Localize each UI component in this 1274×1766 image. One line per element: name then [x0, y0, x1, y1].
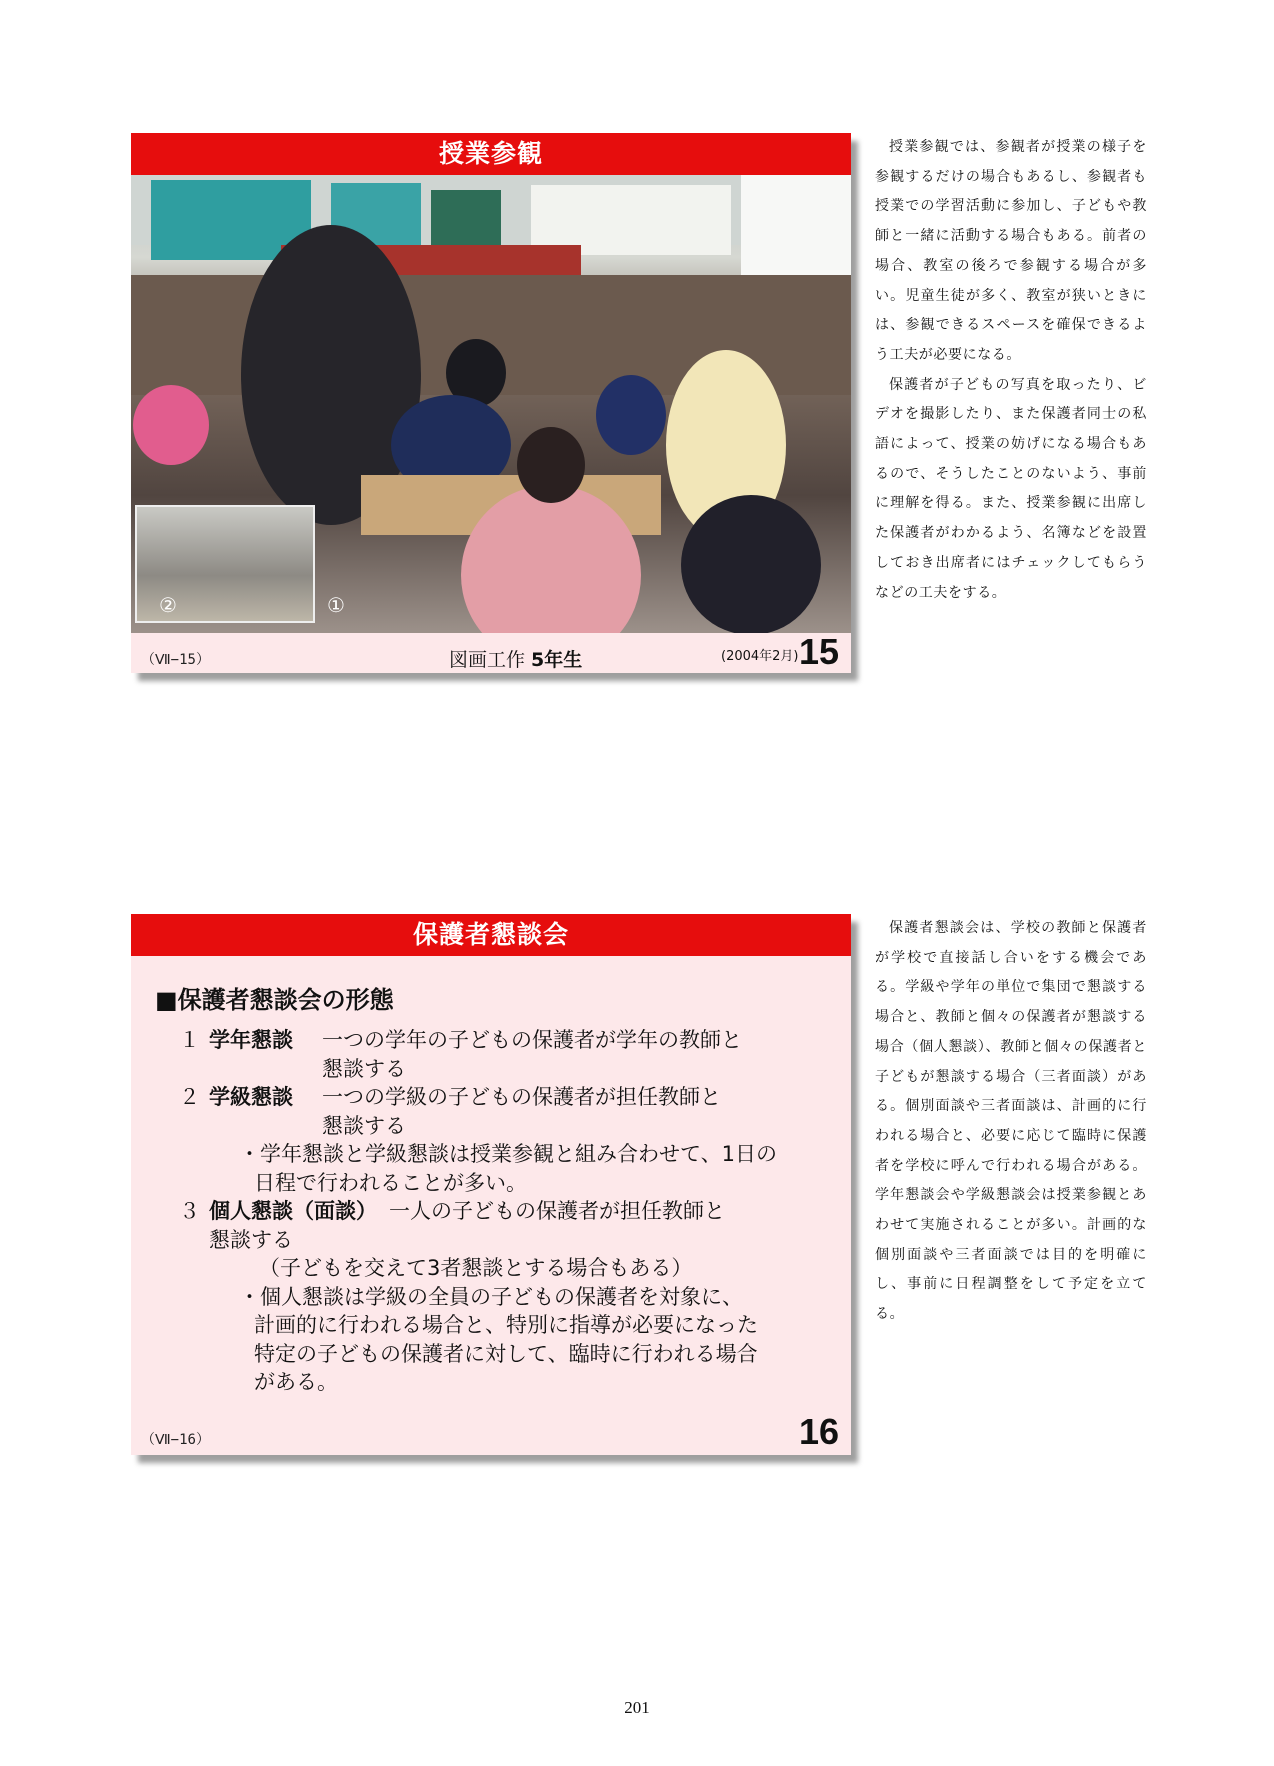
- slide-code: （Ⅶ−16）: [141, 1432, 210, 1448]
- note-1: ・学年懇談と学級懇談は授業参観と組み合わせて、1日の: [239, 1142, 777, 1166]
- note-2: ・個人懇談は学級の全員の子どもの保護者を対象に、: [239, 1284, 743, 1309]
- slide-number: 16: [798, 1411, 839, 1452]
- commentary-16: [875, 914, 1147, 1330]
- photo-marker-1: ①: [327, 593, 345, 617]
- slide-date: (2004年2月): [721, 649, 799, 664]
- commentary-paragraph: 保護者懇談会は、学校の教師と保護者が学校で直接話し合いをする機会である。学級や学年の単位で集団で懇談する場合と、教師と個々の保護者が懇談する場合（個人懇談）、教師と個々の保護者と子どもが懇談する場合（三者面談）がある。個別面談や三者面談は、計画的に行われる場合と、必要に応じて臨時に保護者を学校に呼んで行われる場合がある。学年懇談会や学級懇談会は授業参観とあわせて実施されることが多い。計画的な個別面談や三者面談では目的を明確にし、事前に日程調整をして予定を立てる。: [875, 920, 1147, 1323]
- item-term: 個人懇談（面談）: [209, 1199, 377, 1223]
- item-number: ２: [179, 1085, 200, 1109]
- item-desc: 一人の子どもの保護者が担任教師と: [389, 1199, 725, 1223]
- note-2-cont: 特定の子どもの保護者に対して、臨時に行われる場合: [254, 1341, 758, 1366]
- slide-number: 15: [798, 631, 839, 672]
- page-number: 201: [624, 1698, 650, 1717]
- item-desc-cont: 懇談する: [209, 1227, 293, 1252]
- classroom-photo: [131, 175, 851, 633]
- item-term: 学級懇談: [209, 1085, 293, 1109]
- item-number: ３: [179, 1199, 200, 1223]
- item-3-note: （子どもを交えて3者懇談とする場合もある）: [259, 1256, 693, 1280]
- subject-text: 図画工作: [449, 649, 532, 671]
- item-term: 学年懇談: [209, 1028, 293, 1052]
- item-desc-cont: 懇談する: [322, 1113, 406, 1138]
- grade-text: 5年生: [531, 649, 583, 671]
- slide-subject: [449, 645, 582, 672]
- forms-list: [179, 1026, 839, 1397]
- list-item-2: [179, 1083, 839, 1112]
- list-item-1: [179, 1026, 839, 1055]
- item-number: １: [179, 1028, 200, 1052]
- note-1-cont: 日程で行われることが多い。: [254, 1170, 527, 1195]
- slide-title: 保護者懇談会: [131, 914, 851, 956]
- slide-code: （Ⅶ−15）: [141, 652, 210, 668]
- list-item-3: [179, 1197, 839, 1226]
- commentary-15: [875, 133, 1147, 608]
- section-heading: ■保護者懇談会の形態: [155, 986, 394, 1014]
- commentary-paragraph: 保護者が子どもの写真を取ったり、ビデオを撮影したり、また保護者同士の私語によって、授業の妨げになる場合もあるので、そうしたことのないよう、事前に理解を得る。また、授業参観に出席した保護者がわかるよう、名簿などを設置しておき出席者にはチェックしてもらうなどの工夫をする。: [875, 376, 1147, 601]
- photo-marker-2: ②: [159, 593, 177, 617]
- note-2-cont: がある。: [254, 1370, 338, 1394]
- commentary-paragraph: 授業参観では、参観者が授業の様子を参観するだけの場合もあるし、参観者も授業での学習活動に参加し、子どもや教師と一緒に活動する場合もある。前者の場合、教室の後ろで参観する場合が多い。児童生徒が多く、教室が狭いときには、参観できるスペースを確保できるよう工夫が必要になる。: [875, 139, 1147, 363]
- item-desc: 一つの学級の子どもの保護者が担任教師と: [322, 1085, 721, 1109]
- item-desc-cont: 懇談する: [322, 1056, 406, 1081]
- item-desc: 一つの学年の子どもの保護者が学年の教師と: [322, 1028, 742, 1052]
- slide-15: [131, 133, 851, 673]
- note-2-cont: 計画的に行われる場合と、特別に指導が必要になった: [254, 1313, 758, 1337]
- slide-16: [131, 914, 851, 1455]
- slide-title: 授業参観: [131, 133, 851, 175]
